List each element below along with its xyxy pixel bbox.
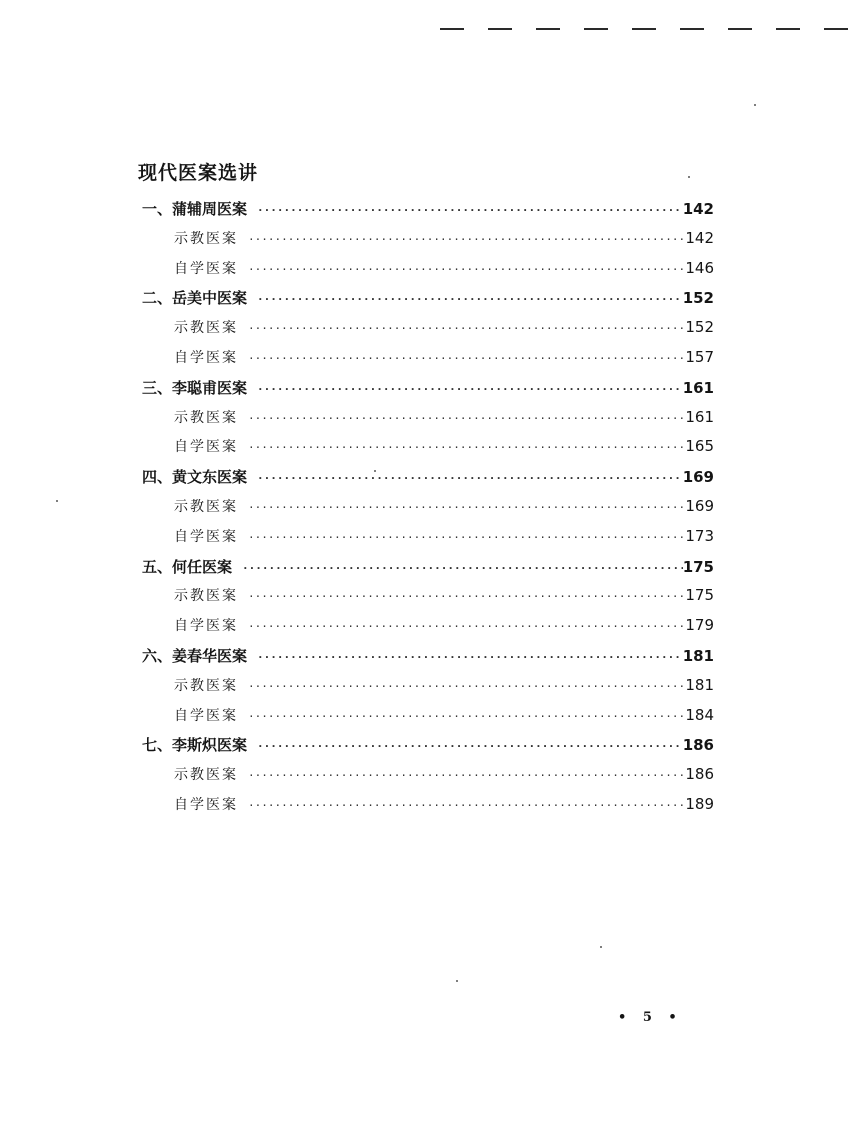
toc-entry-label: 六、姜春华医案 [142, 646, 248, 665]
toc-dot-leader [242, 562, 683, 575]
toc-entry-page: 186 [682, 736, 714, 755]
toc-subentry [138, 347, 714, 377]
toc-entry-page: 142 [685, 228, 714, 247]
header-dash [632, 28, 656, 30]
toc-entry-label: 示教医案 [174, 677, 238, 694]
section-title: 现代医案选讲 [138, 162, 259, 184]
toc-entry-page: 175 [682, 557, 714, 576]
toc-entry-page: 175 [685, 586, 714, 605]
toc-entry-page: 184 [685, 705, 714, 724]
toc-subentry [138, 615, 714, 645]
toc-subentry [138, 228, 714, 258]
toc-entry-page: 161 [682, 378, 714, 397]
toc-entry-label: 示教医案 [174, 320, 238, 337]
toc-chapter-entry [138, 556, 714, 586]
toc-subentry [138, 585, 714, 615]
header-dash [488, 28, 512, 30]
header-dash [536, 28, 560, 30]
toc-subentry [138, 407, 714, 437]
toc-chapter-entry [138, 198, 714, 228]
table-of-contents [138, 198, 714, 824]
toc-dot-leader [257, 472, 683, 485]
toc-dot-leader [248, 352, 685, 365]
toc-entry-label: 四、黄文东医案 [142, 468, 248, 487]
toc-dot-leader [248, 501, 685, 514]
scan-speck [600, 946, 602, 948]
toc-subentry [138, 705, 714, 735]
toc-entry-label: 一、蒲辅周医案 [142, 200, 248, 218]
toc-entry-page: 181 [682, 646, 714, 665]
header-dash [680, 28, 704, 30]
toc-entry-page: 165 [685, 437, 714, 456]
toc-entry-page: 186 [685, 765, 714, 784]
toc-entry-label: 示教医案 [174, 588, 238, 605]
header-dash [440, 28, 464, 30]
toc-dot-leader [248, 412, 685, 425]
toc-subentry [138, 436, 714, 466]
scan-speck [456, 980, 458, 982]
toc-entry-page: 152 [682, 289, 714, 308]
toc-entry-label: 自学医案 [174, 349, 238, 366]
toc-chapter-entry [138, 466, 714, 496]
toc-dot-leader [248, 680, 685, 693]
scan-speck [374, 470, 376, 472]
toc-entry-page: 189 [685, 794, 714, 813]
toc-subentry [138, 675, 714, 705]
header-dash [728, 28, 752, 30]
toc-entry-label: 示教医案 [174, 230, 238, 247]
toc-subentry [138, 794, 714, 824]
toc-dot-leader [257, 651, 683, 664]
toc-subentry [138, 496, 714, 526]
toc-entry-label: 自学医案 [174, 260, 238, 277]
toc-subentry [138, 764, 714, 794]
header-dash [824, 28, 848, 30]
toc-entry-label: 自学医案 [174, 528, 238, 545]
toc-dot-leader [248, 441, 685, 454]
scan-speck [754, 104, 756, 106]
toc-entry-label: 自学医案 [174, 618, 238, 635]
toc-entry-label: 五、何任医案 [142, 557, 233, 576]
toc-chapter-entry [138, 645, 714, 675]
toc-subentry [138, 258, 714, 288]
toc-subentry [138, 317, 714, 347]
toc-entry-page: 169 [685, 496, 714, 515]
toc-dot-leader [248, 531, 685, 544]
toc-chapter-entry [138, 287, 714, 317]
header-dash [584, 28, 608, 30]
toc-entry-label: 三、李聪甫医案 [142, 378, 248, 397]
toc-entry-page: 179 [685, 616, 714, 635]
page-number: • 5 • [618, 1010, 683, 1025]
toc-entry-page: 157 [685, 347, 714, 366]
toc-entry-page: 181 [685, 675, 714, 694]
toc-dot-leader [257, 204, 683, 217]
toc-dot-leader [248, 710, 685, 723]
toc-entry-label: 示教医案 [174, 409, 238, 426]
toc-dot-leader [248, 799, 685, 812]
toc-entry-page: 169 [682, 468, 714, 487]
toc-entry-label: 二、岳美中医案 [142, 289, 248, 308]
toc-dot-leader [248, 590, 685, 603]
toc-chapter-entry [138, 734, 714, 764]
toc-dot-leader [257, 740, 683, 753]
toc-dot-leader [248, 322, 685, 335]
toc-dot-leader [248, 620, 685, 633]
toc-entry-label: 自学医案 [174, 707, 238, 724]
header-rule [440, 14, 866, 44]
toc-entry-page: 161 [685, 407, 714, 426]
toc-entry-label: 自学医案 [174, 796, 238, 813]
toc-dot-leader [257, 293, 683, 306]
toc-subentry [138, 526, 714, 556]
header-dash [776, 28, 800, 30]
toc-dot-leader [248, 769, 685, 782]
toc-entry-label: 七、李斯炽医案 [142, 736, 248, 755]
toc-dot-leader [257, 383, 683, 396]
toc-entry-label: 示教医案 [174, 767, 238, 784]
toc-entry-page: 146 [685, 258, 714, 277]
scan-speck [56, 500, 58, 502]
scan-speck [688, 176, 690, 178]
toc-entry-page: 173 [685, 526, 714, 545]
toc-dot-leader [248, 263, 685, 276]
toc-entry-page: 142 [682, 200, 714, 218]
toc-chapter-entry [138, 377, 714, 407]
toc-dot-leader [248, 233, 685, 246]
toc-entry-label: 自学医案 [174, 439, 238, 456]
toc-entry-label: 示教医案 [174, 498, 238, 515]
toc-entry-page: 152 [685, 318, 714, 337]
